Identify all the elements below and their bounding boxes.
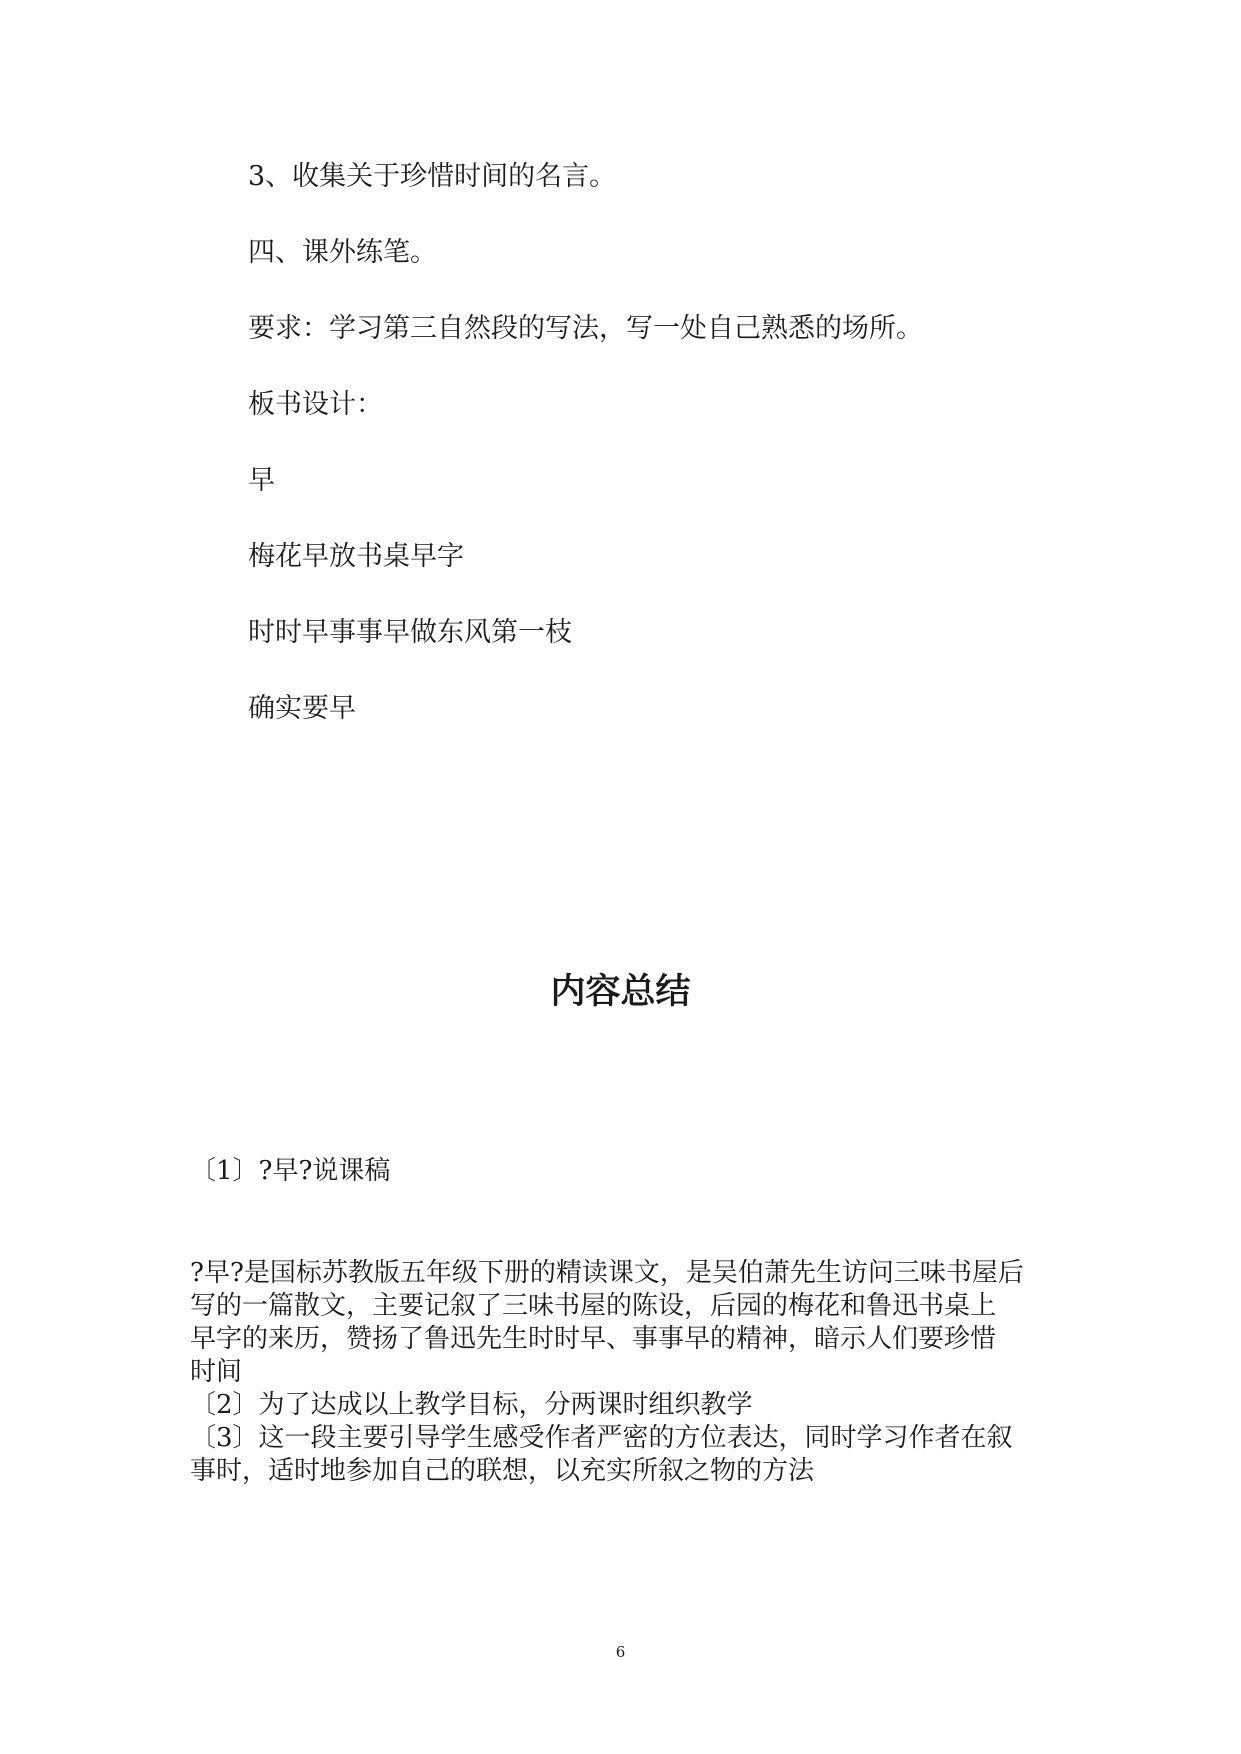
page-number: 6	[615, 1643, 626, 1661]
summary-item-3: 〔3〕这一段主要引导学生感受作者严密的方位表达，同时学习作者在叙	[190, 1423, 1013, 1453]
lesson-line-section-four: 四、课外练笔。	[248, 237, 437, 268]
lesson-line-plum-blossom: 梅花早放书桌早字	[248, 541, 464, 572]
summary-paragraph-line: ?早?是国标苏教版五年级下册的精读课文，是吴伯萧先生访问三味书屋后	[190, 1258, 1024, 1288]
lesson-line-requirement: 要求：学习第三自然段的写法，写一处自己熟悉的场所。	[248, 313, 923, 344]
summary-paragraph-line: 时间	[190, 1357, 243, 1387]
summary-item-1-title: 〔1〕?早?说课稿	[190, 1156, 391, 1186]
lesson-line-blackboard-design: 板书设计：	[248, 389, 383, 420]
summary-heading: 内容总结	[550, 972, 691, 1012]
lesson-line-zao: 早	[248, 465, 275, 496]
summary-paragraph-line: 写的一篇散文，主要记叙了三味书屋的陈设，后园的梅花和鲁迅书桌上	[190, 1291, 997, 1321]
summary-paragraph-line: 事时，适时地参加自己的联想，以充实所叙之物的方法	[190, 1456, 815, 1486]
lesson-line-always-early: 时时早事事早做东风第一枝	[248, 617, 572, 648]
lesson-line-must-be-early: 确实要早	[248, 693, 356, 724]
summary-paragraph-line: 早字的来历，赞扬了鲁迅先生时时早、事事早的精神，暗示人们要珍惜	[190, 1324, 997, 1354]
lesson-line-collect-quotes: 3、收集关于珍惜时间的名言。	[248, 161, 617, 192]
summary-item-2: 〔2〕为了达成以上教学目标，分两课时组织教学	[190, 1390, 753, 1420]
